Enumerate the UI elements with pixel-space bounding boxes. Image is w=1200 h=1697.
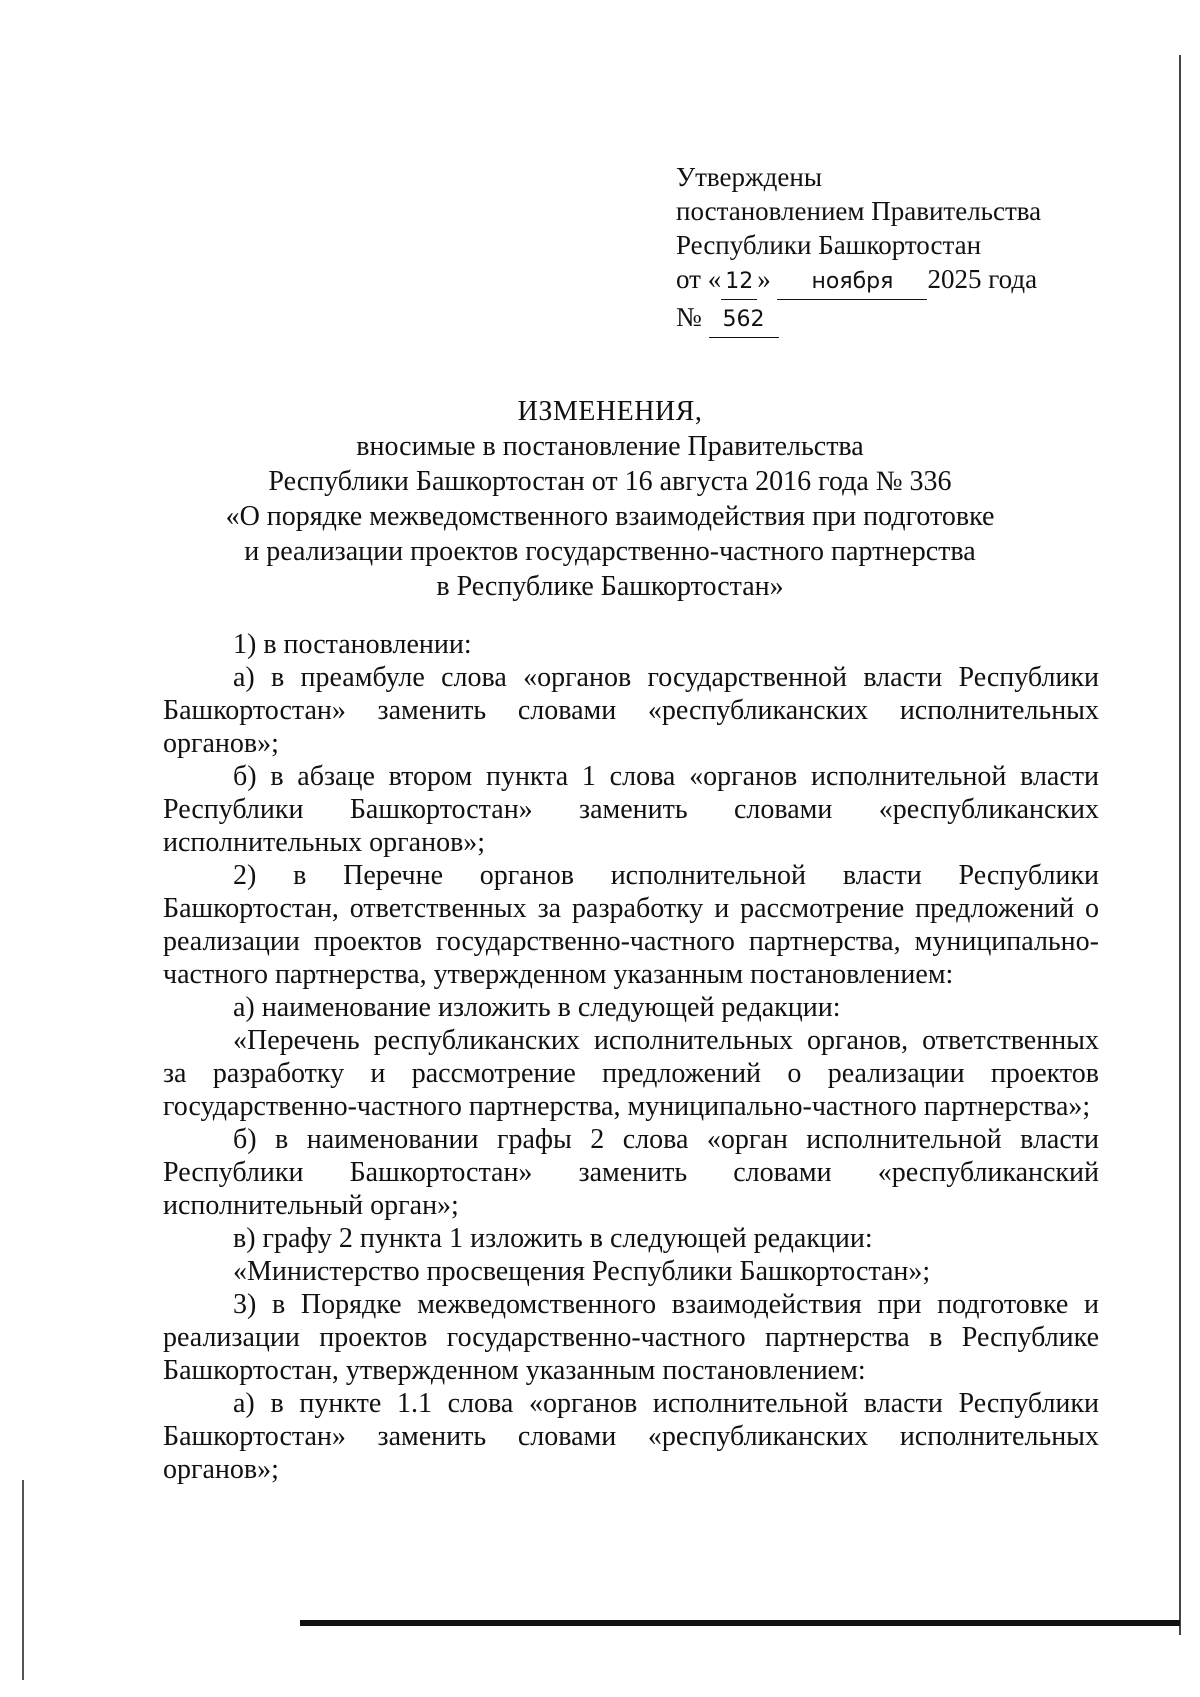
title-line: и реализации проектов государственно-частного партнерства [244,536,976,567]
title-line: в Республике Башкортостан» [436,571,784,602]
paragraph-2a: а) наименование изложить в следующей редакции: [233,992,841,1023]
date-month: ноября [777,265,927,300]
title-line: Республики Башкортостан от 16 августа 2016 года № 336 [268,466,952,497]
date-day: 12 [721,265,757,300]
approval-number [676,300,1041,338]
scan-edge-right [1179,55,1181,1635]
paragraph-2c-quote: «Министерство просвещения Республики Башкортостан»; [233,1256,931,1287]
paragraph-2b: б) в наименовании графы 2 слова «орган исполнительной власти Республики Башкортостан» заменить словами «республиканский исполнительный орган»; [163,1124,1099,1221]
date-day-close: » [757,264,771,294]
paragraph-2c: в) графу 2 пункта 1 изложить в следующей редакции: [233,1223,873,1254]
title-line: «О порядке межведомственного взаимодействия при подготовке [225,501,995,532]
paragraph-3: 3) в Порядке межведомственного взаимодействия при подготовке и реализации проектов государственно-частного партнерства в Республике Башкортостан, утвержденном указанным постановлением: [163,1289,1099,1386]
approval-line: Утверждены [676,162,822,192]
paragraph-1: 1) в постановлении: [233,629,472,660]
approval-line: Республики Башкортостан [676,230,982,260]
paragraph-2: 2) в Перечне органов исполнительной власти Республики Башкортостан, ответственных за разработку и рассмотрение предложений о реализации проектов государственно-частного партнерства, муниципально-частного партнерства, утвержденном указанным постановлением: [163,860,1099,990]
title-heading: ИЗМЕНЕНИЯ, [517,396,703,427]
paragraph-3a: а) в пункте 1.1 слова «органов исполнительной власти Республики Башкортостан» заменить словами «республиканских исполнительных органов»; [163,1388,1099,1485]
paragraph-1b: б) в абзаце втором пункта 1 слова «органов исполнительной власти Республики Башкортостан» заменить словами «республиканских исполнительных органов»; [163,761,1099,858]
document-body [163,628,1099,1486]
document-title [150,394,1070,604]
date-year: 2025 года [927,264,1038,294]
scan-edge-bottom [300,1620,1180,1626]
approval-line: постановлением Правительства [676,196,1042,226]
date-prefix: от « [676,264,722,294]
paragraph-1a: а) в преамбуле слова «органов государственной власти Республики Башкортостан» заменить словами «республиканских исполнительных органов»; [163,662,1099,759]
document-number: 562 [709,303,779,338]
approval-date [676,262,1041,300]
paragraph-2a-quote: «Перечень республиканских исполнительных органов, ответственных за разработку и рассмотрение предложений о реализации проектов государственно-частного партнерства, муниципально-частного партнерства»; [163,1025,1099,1122]
scan-edge-left [22,1480,24,1680]
title-line: вносимые в постановление Правительства [356,431,864,462]
number-prefix: № [676,302,702,332]
approval-stamp-block [676,160,1041,338]
